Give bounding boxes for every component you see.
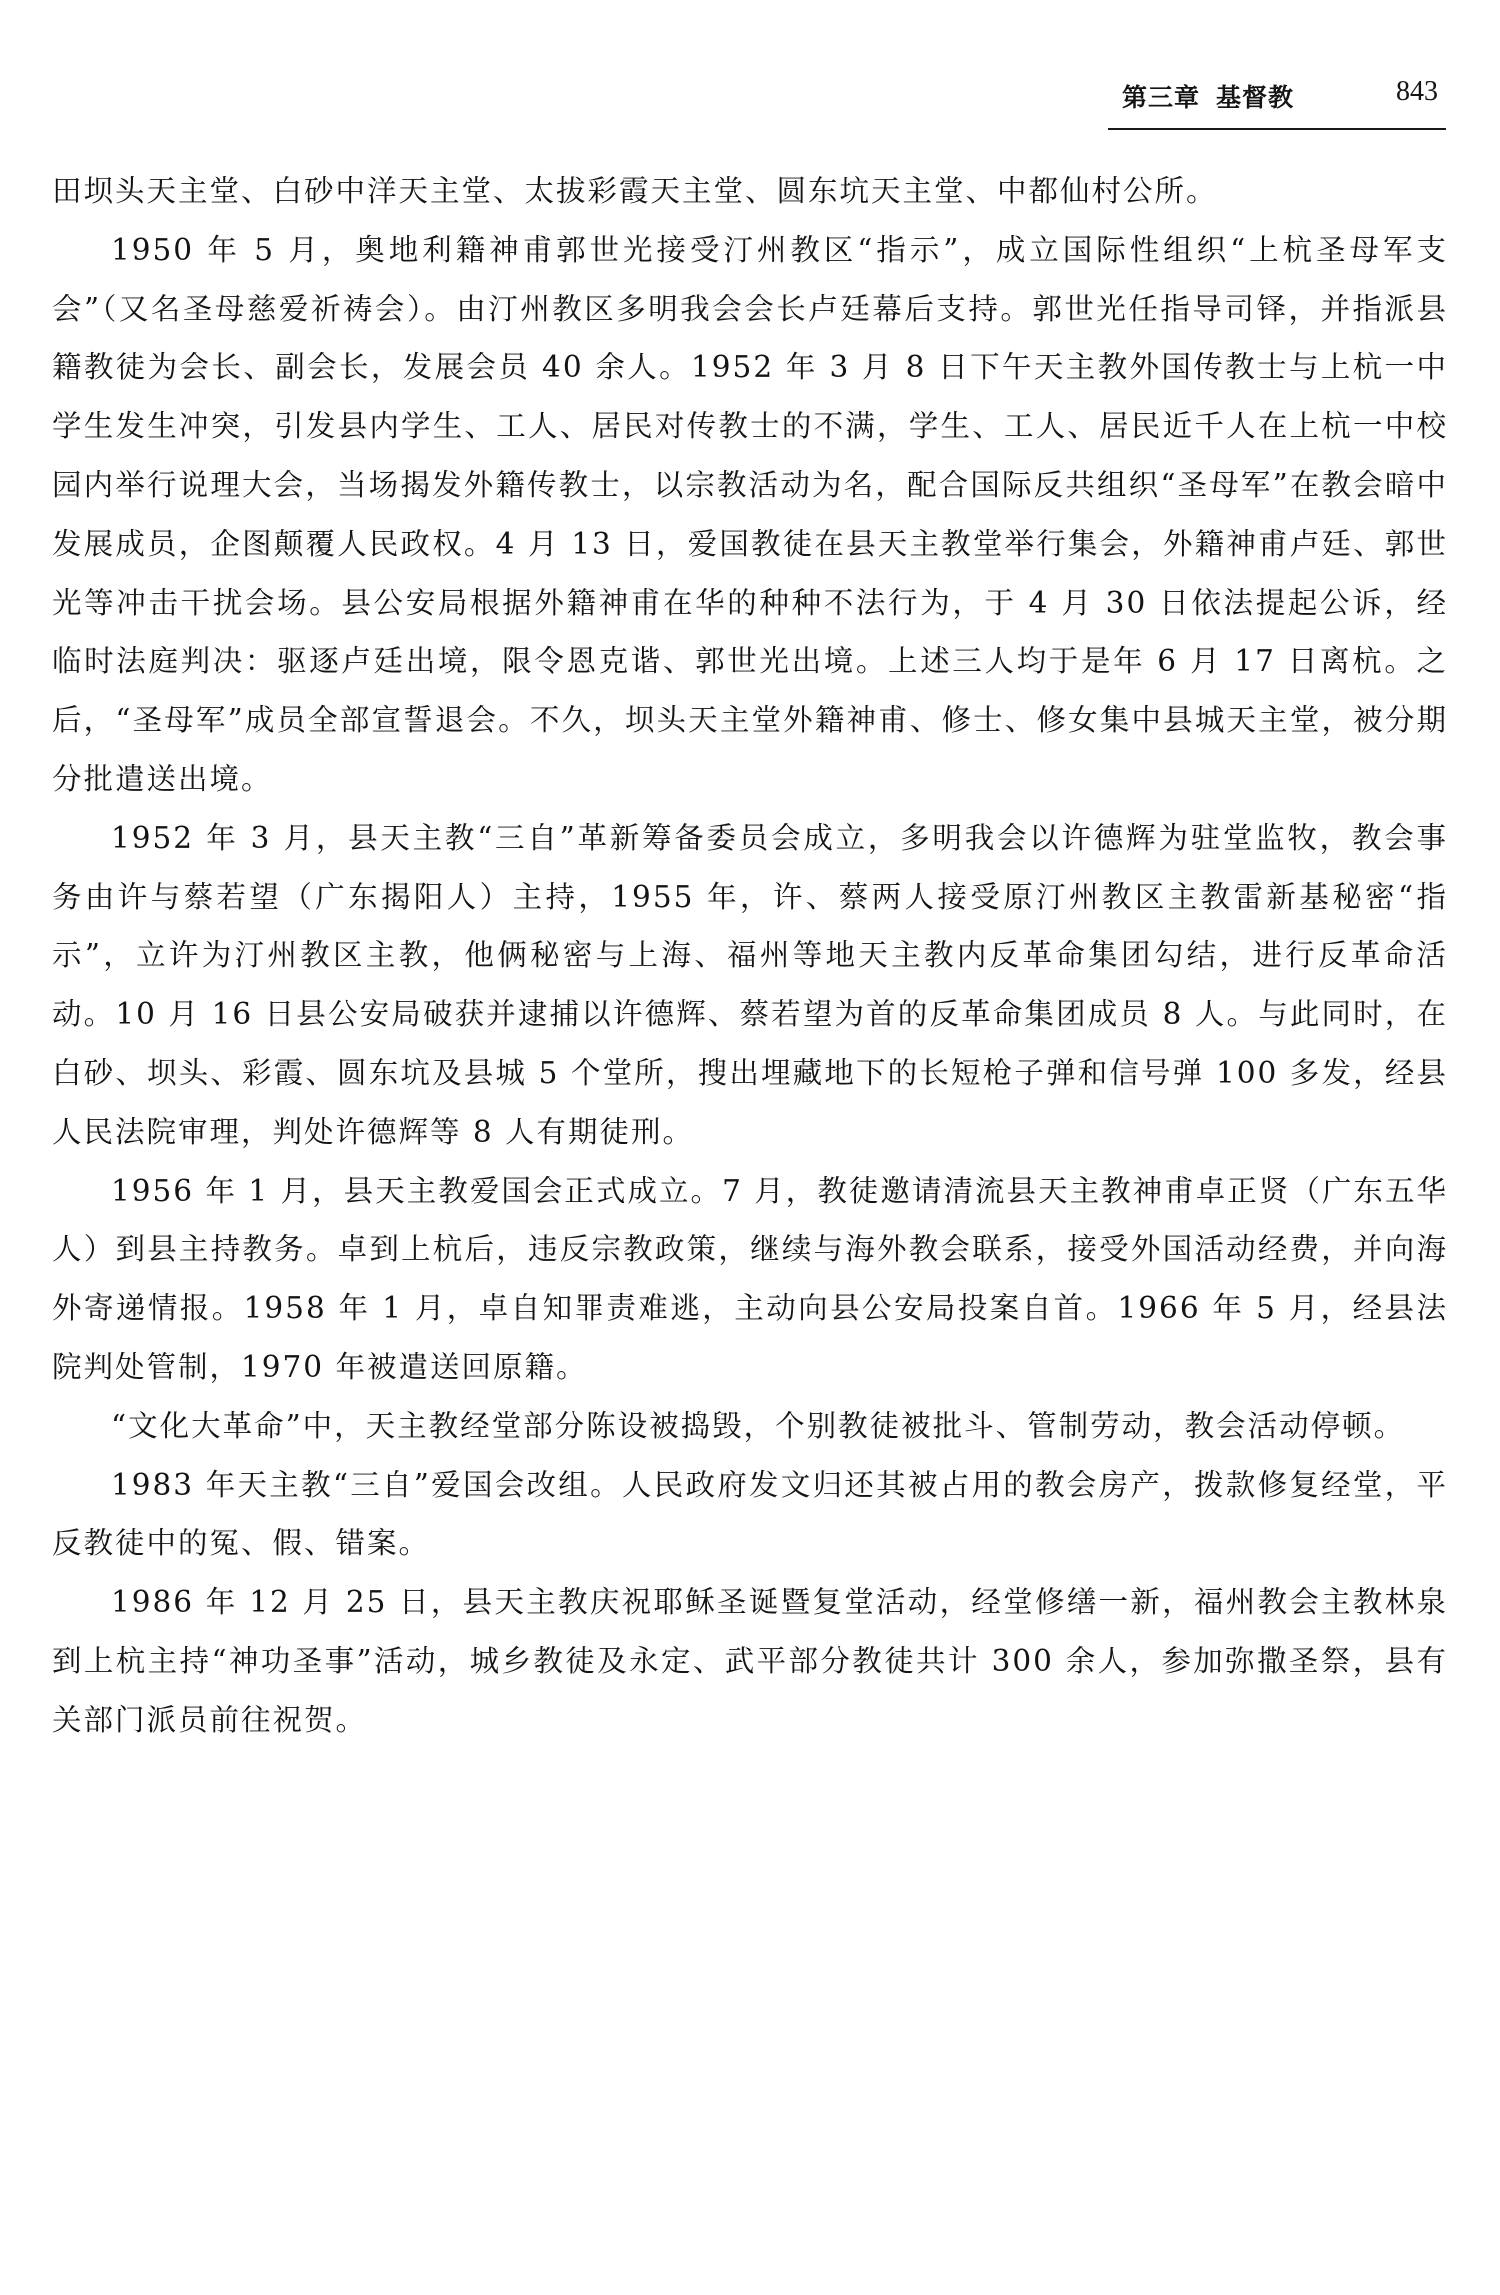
paragraph-1950: 1950 年 5 月，奥地利籍神甫郭世光接受汀州教区“指示”，成立国际性组织“上杭圣母军支会”（又名圣母慈爱祈祷会）。由汀州教区多明我会会长卢廷幕后支持。郭世光任指导司铎，并指派县籍教徒为会长、副会长，发展会员 40 余人。1952 年 3 月 8 日下午天主教外国传教士与上杭一中学生发生冲突，引发县内学生、工人、居民对传教士的不满，学生、工人、居民近千人在上杭一中校园内举行说理大会，当场揭发外籍传教士，以宗教活动为名，配合国际反共组织“圣母军”在教会暗中发展成员，企图颠覆人民政权。4 月 13 日，爱国教徒在县天主教堂举行集会，外籍神甫卢廷、郭世光等冲击干扰会场。县公安局根据外籍神甫在华的种种不法行为，于 4 月 30 日依法提起公诉，经临时法庭判决：驱逐卢廷出境，限令恩克谐、郭世光出境。上述三人均于是年 6 月 17 日离杭。之后，“圣母军”成员全部宣誓退会。不久，坝头天主堂外籍神甫、修士、修女集中县城天主堂，被分期分批遣送出境。 <box>52 232 1448 796</box>
paragraph-1956: 1956 年 1 月，县天主教爱国会正式成立。7 月，教徒邀请清流县天主教神甫卓正贤（广东五华人）到县主持教务。卓到上杭后，违反宗教政策，继续与海外教会联系，接受外国活动经费，并向海外寄递情报。1958 年 1 月，卓自知罪责难逃，主动向县公安局投案自首。1966 年 5 月，经县法院判处管制，1970 年被遣送回原籍。 <box>52 1173 1448 1384</box>
chapter-label: 第三章 <box>1122 83 1201 112</box>
page-number: 843 <box>1396 76 1438 107</box>
section-label: 基督教 <box>1216 83 1295 112</box>
running-header <box>1108 74 1446 130</box>
paragraph-cultural-revolution: “文化大革命”中，天主教经堂部分陈设被捣毁，个别教徒被批斗、管制劳动，教会活动停顿。 <box>111 1408 1406 1443</box>
body-text <box>52 162 1448 1750</box>
paragraph-continued: 田坝头天主堂、白砂中洋天主堂、太拔彩霞天主堂、圆东坑天主堂、中都仙村公所。 <box>52 174 1218 208</box>
header-title <box>1122 78 1294 114</box>
paragraph-1983: 1983 年天主教“三自”爱国会改组。人民政府发文归还其被占用的教会房产，拨款修复经堂，平反教徒中的冤、假、错案。 <box>52 1467 1448 1561</box>
paragraph-1986: 1986 年 12 月 25 日，县天主教庆祝耶稣圣诞暨复堂活动，经堂修缮一新，福州教会主教林泉到上杭主持“神功圣事”活动，城乡教徒及永定、武平部分教徒共计 300 余人，参加弥撒圣祭，县有关部门派员前往祝贺。 <box>52 1585 1448 1737</box>
paragraph-1952: 1952 年 3 月，县天主教“三自”革新筹备委员会成立，多明我会以许德辉为驻堂监牧，教会事务由许与蔡若望（广东揭阳人）主持，1955 年，许、蔡两人接受原汀州教区主教雷新基秘密“指示”，立许为汀州教区主教，他俩秘密与上海、福州等地天主教内反革命集团勾结，进行反革命活动。10 月 16 日县公安局破获并逮捕以许德辉、蔡若望为首的反革命集团成员 8 人。与此同时，在白砂、坝头、彩霞、圆东坑及县城 5 个堂所，搜出埋藏地下的长短枪子弹和信号弹 100 多发，经县人民法院审理，判处许德辉等 8 人有期徒刑。 <box>52 820 1448 1149</box>
